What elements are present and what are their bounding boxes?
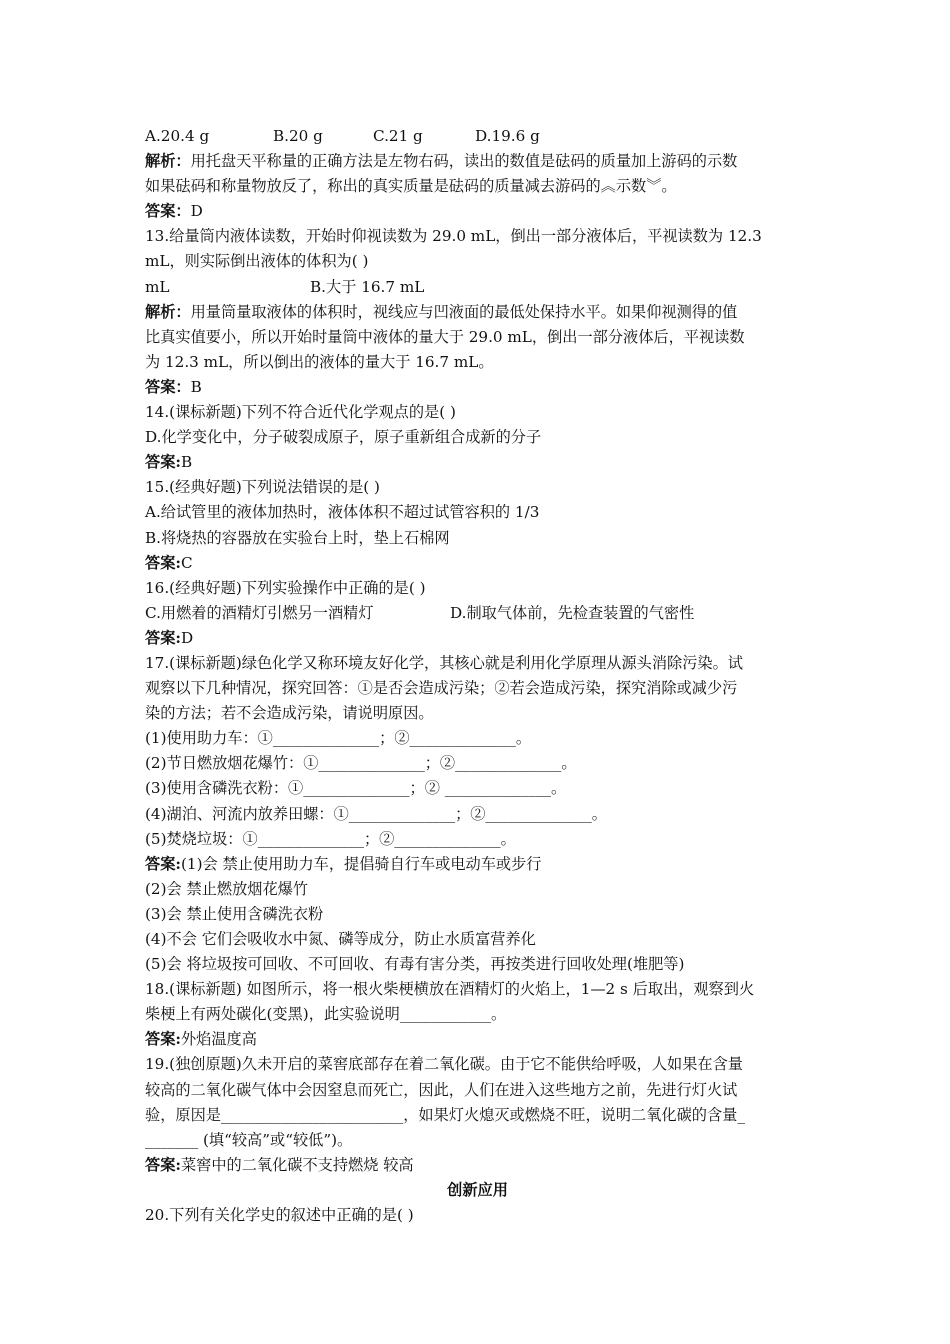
q15-stem: 15.(经典好题)下列说法错误的是( ) [145,478,380,497]
q16-stem: 16.(经典好题)下列实验操作中正确的是( ) [145,578,426,597]
q17-answer-3: (3)会 禁止使用含磷洗衣粉 [145,904,324,923]
q17-item-3: (3)使用含磷洗衣粉：①______________；② ______________。 [145,779,567,798]
q13-analysis-text: 用量筒量取液体的体积时，视线应与凹液面的最低处保持水平。如果仰视测得的值 [190,302,738,321]
q12-analysis-text: 用托盘天平称量的正确方法是左物右码，读出的数值是砝码的质量加上游码的示数 [190,152,738,171]
q18-answer-value: 外焰温度高 [180,1030,257,1049]
q17-answer-1: (1)会 禁止使用助力车，提倡骑自行车或电动车或步行 [180,854,542,873]
q12-option-b: B.20 g [273,127,323,145]
q17-item-1: (1)使用助力车：①______________；②______________。 [145,729,532,748]
q17-answer-label: 答案: [145,854,181,873]
q13-analysis-line-2: 比真实值要小，所以开始时量筒中液体的量大于 29.0 mL，倒出一部分液体后，平视读数 [145,327,745,346]
q13-option-a: mL [145,277,170,296]
q17-answer-4: (4)不会 它们会吸收水中氮、磷等成分，防止水质富营养化 [145,930,536,948]
q12-option-d: D.19.6 g [475,127,540,145]
q16-option-d: D.制取气体前，先检查装置的气密性 [450,603,695,622]
q12-answer-label: 答案： [145,202,191,221]
q19-stem-line-3: 验，原因是________________________，如果灯火熄灭或燃烧不旺，说明二氧化碳的含量_ [145,1105,745,1124]
q13-option-b: B.大于 16.7 mL [310,277,425,296]
section-title: 创新应用 [447,1180,508,1199]
q17-item-5: (5)焚烧垃圾：①______________；②______________。 [145,829,516,848]
q13-analysis-line-3: 为 12.3 mL，所以倒出的液体的量大于 16.7 mL。 [145,352,494,371]
q12-answer [145,199,810,224]
q13-analysis-label: 解析： [145,302,191,321]
q14-option-d: D.化学变化中，分子破裂成原子，原子重新组合成新的分子 [145,428,542,447]
q14-answer-value: B [180,453,193,472]
q12-analysis-line-1 [145,149,810,174]
q13-answer-label: 答案： [145,377,191,396]
q19-answer-label: 答案: [145,1155,181,1174]
q13-answer [145,375,810,400]
q18-stem-line-2: 柴梗上有两处碳化(变黑)，此实验说明____________。 [145,1005,507,1024]
q12-option-c: C.21 g [373,127,423,145]
q19-stem-line-2: 较高的二氧化碳气体中会因窒息而死亡，因此，人们在进入这些地方之前，先进行灯火试 [145,1080,738,1099]
q17-answer-2: (2)会 禁止燃放烟花爆竹 [145,879,309,898]
q19-answer [145,1153,810,1178]
q17-stem-line-3: 染的方法；若不会造成污染，请说明原因。 [145,704,434,723]
q16-answer-value: D [180,628,194,647]
q13-stem-line-1: 13.给量筒内液体读数，开始时仰视读数为 29.0 mL，倒出一部分液体后，平视读数为 12.3 [145,227,762,246]
q15-answer-value: C [180,553,193,572]
q17-stem-line-1: 17.(课标新题)绿色化学又称环境友好化学，其核心就是利用化学原理从源头消除污染。试 [145,653,743,672]
q13-analysis-line-1 [145,300,810,325]
q13-options [145,275,810,300]
q15-option-a: A.给试管里的液体加热时，液体体积不超过试管容积的 1/3 [145,503,540,522]
q17-stem-line-2: 观察以下几种情况，探究回答：①是否会造成污染；②若会造成污染，探究消除或减少污 [145,679,738,698]
q12-answer-value: D [190,202,203,221]
q17-item-4: (4)湖泊、河流内放养田螺：①______________；②______________。 [145,804,607,823]
q19-answer-value: 菜窖中的二氧化碳不支持燃烧 较高 [180,1155,414,1174]
q14-stem: 14.(课标新题)下列不符合近代化学观点的是( ) [145,403,456,422]
q17-answer-5: (5)会 将垃圾按可回收、不可回收、有毒有害分类，再按类进行回收处理(堆肥等) [145,955,685,974]
q19-stem-line-4: _______ (填“较高”或“较低”)。 [145,1130,353,1149]
document-page [145,124,810,1228]
q18-stem-line-1: 18.(课标新题) 如图所示，将一根火柴梗横放在酒精灯的火焰上，1—2 s 后取出，观察到火 [145,980,755,999]
q17-item-2: (2)节日燃放烟花爆竹：①______________；②______________。 [145,754,577,773]
q16-option-c: C.用燃着的酒精灯引燃另一酒精灯 [145,603,374,622]
q20-stem: 20.下列有关化学史的叙述中正确的是( ) [145,1206,414,1225]
q13-stem-line-2: mL，则实际倒出液体的体积为( ) [145,252,369,271]
q14-answer [145,450,810,475]
q15-answer [145,551,810,576]
q13-answer-value: B [190,377,202,396]
q15-answer-label: 答案: [145,553,181,572]
q12-analysis-label: 解析： [145,152,191,171]
q16-answer [145,626,810,651]
q16-answer-label: 答案: [145,628,181,647]
q12-analysis-line-2: 如果砝码和称量物放反了，称出的真实质量是砝码的质量减去游码的︽示数︾。 [145,177,677,196]
q18-answer-label: 答案: [145,1030,181,1049]
q17-answer-line-1 [145,852,810,877]
q16-options [145,601,810,626]
q14-answer-label: 答案: [145,453,181,472]
q12-options [145,124,810,149]
q18-answer [145,1027,810,1052]
q12-option-a: A.20.4 g [145,127,210,145]
q19-stem-line-1: 19.(独创原题)久未开启的菜窖底部存在着二氧化碳。由于它不能供给呼吸，人如果在含量 [145,1055,743,1074]
q15-option-b: B.将烧热的容器放在实验台上时，垫上石棉网 [145,528,450,547]
